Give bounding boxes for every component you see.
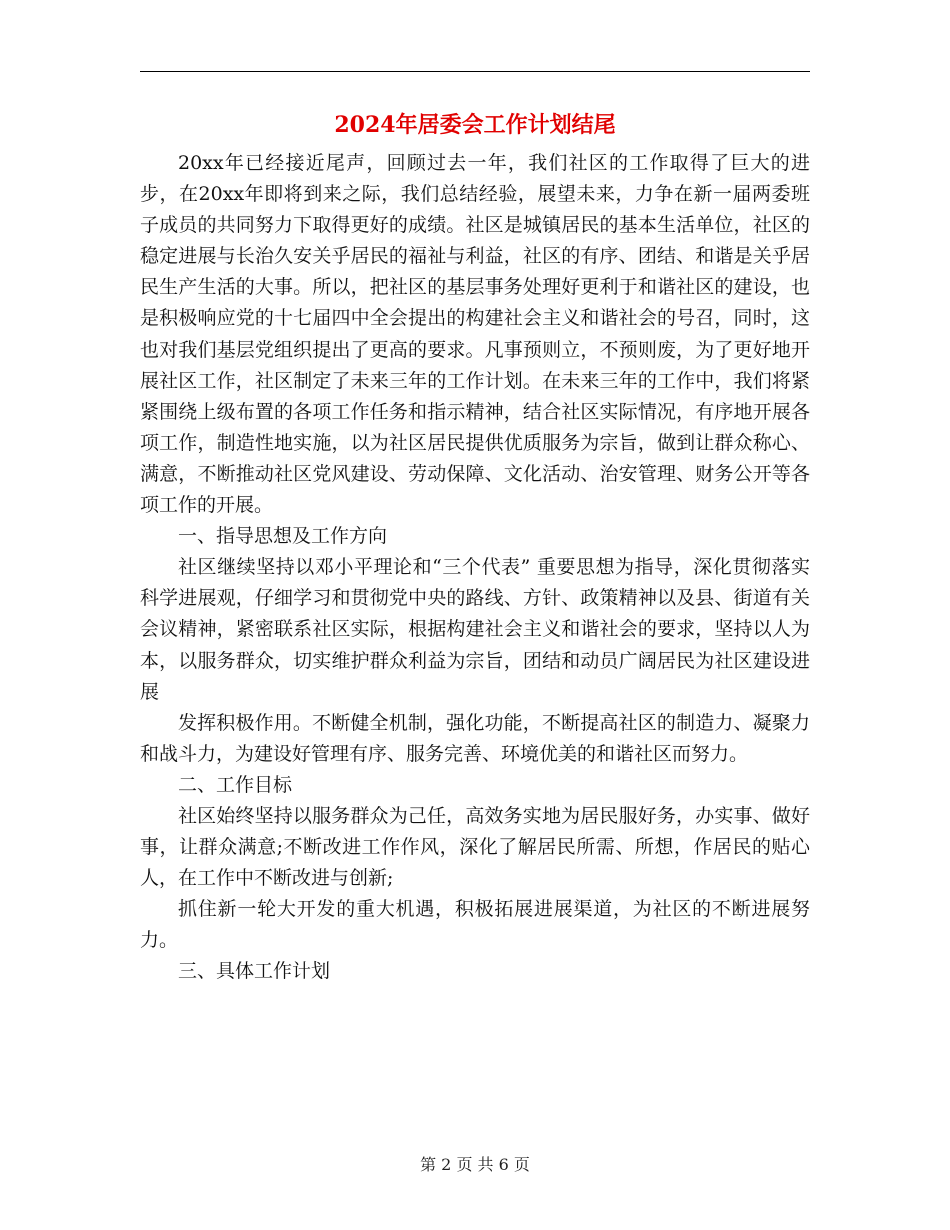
document-title: 2024年居委会工作计划结尾 xyxy=(334,112,616,138)
header-rule xyxy=(140,71,810,72)
paragraph-guiding-thought-continued: 发挥积极作用。不断健全机制，强化功能，不断提高社区的制造力、凝聚力和战斗力，为建设好管理有序、服务完善、环境优美的和谐社区而努力。 xyxy=(140,711,810,765)
section-heading-guiding-thought: 一、指导思想及工作方向 xyxy=(178,525,388,548)
document-body xyxy=(140,148,810,988)
section-heading-work-plan: 三、具体工作计划 xyxy=(178,960,331,983)
page-footer: 第 2 页 共 6 页 xyxy=(420,1155,530,1174)
section-heading-work-goals: 二、工作目标 xyxy=(178,773,293,796)
paragraph-intro: 20xx年已经接近尾声，回顾过去一年，我们社区的工作取得了巨大的进步，在20xx年即将到来之际，我们总结经验，展望未来，力争在新一届两委班子成员的共同努力下取得更好的成绩。社区是城镇居民的基本生活单位，社区的稳定进展与长治久安关乎居民的福祉与利益，社区的有序、团结、和谐是关乎居民生产生活的大事。所以，把社区的基层事务处理好更利于和谐社区的建设，也是积极响应党的十七届四中全会提出的构建社会主义和谐社会的号召，同时，这也对我们基层党组织提出了更高的要求。凡事预则立，不预则废，为了更好地开展社区工作，社区制定了未来三年的工作计划。在未来三年的工作中，我们将紧紧围绕上级布置的各项工作任务和指示精神，结合社区实际情况，有序地开展各项工作，制造性地实施，以为社区居民提供优质服务为宗旨，做到让群众称心、满意，不断推动社区党风建设、劳动保障、文化活动、治安管理、财务公开等各项工作的开展。 xyxy=(140,152,810,517)
paragraph-work-goals: 社区始终坚持以服务群众为己任，高效务实地为居民服好务，办实事、做好事，让群众满意;不断改进工作作风，深化了解居民所需、所想，作居民的贴心人，在工作中不断改进与创新; xyxy=(140,804,810,890)
paragraph-guiding-thought: 社区继续坚持以邓小平理论和“三个代表” 重要思想为指导，深化贯彻落实科学进展观，仔细学习和贯彻党中央的路线、方针、政策精神以及县、街道有关会议精神，紧密联系社区实际，根据构建社会主义和谐社会的要求，坚持以人为本，以服务群众，切实维护群众利益为宗旨，团结和动员广阔居民为社区建设进展 xyxy=(140,556,810,703)
paragraph-work-goals-continued: 抓住新一轮大开发的重大机遇，积极拓展进展渠道，为社区的不断进展努力。 xyxy=(140,898,810,952)
